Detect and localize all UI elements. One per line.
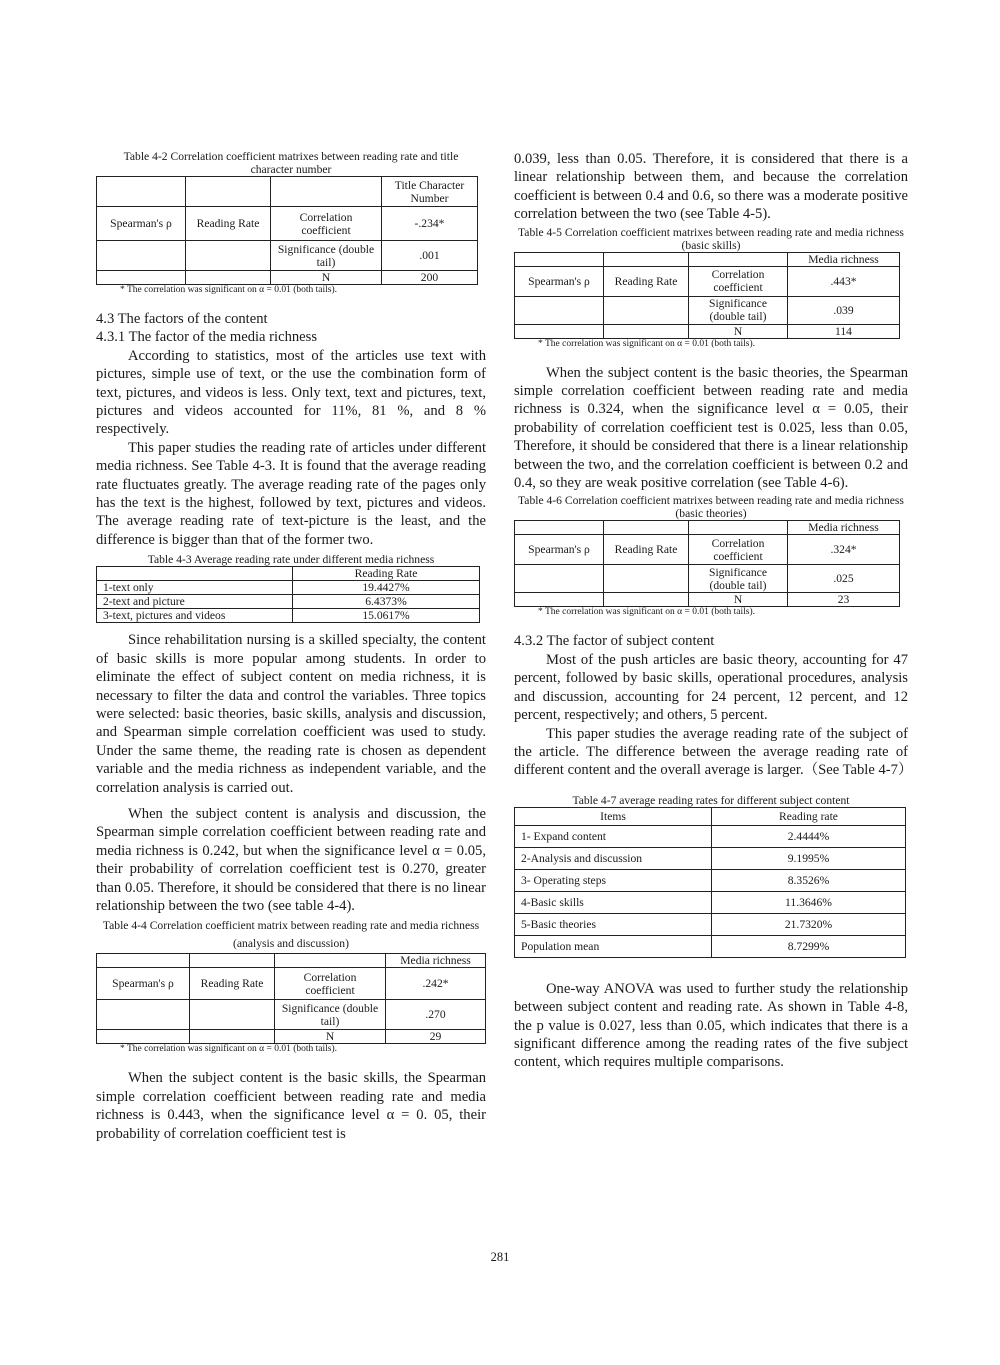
table-4-2-sig-label: Significance (double tail) — [271, 241, 382, 271]
table-4-7-row-label: Population mean — [515, 935, 712, 957]
table-4-2-spearman: Spearman's ρ — [97, 207, 186, 241]
table-4-7-caption: Table 4-7 average reading rates for different subject content — [572, 793, 850, 807]
table-4-4-coef-value: .242* — [386, 968, 486, 1000]
table-4-7 — [514, 807, 906, 958]
table-4-4-sig-label: Significance (double tail) — [275, 1000, 386, 1030]
table-4-5-col-header: Media richness — [788, 252, 900, 266]
left-column — [96, 150, 486, 1143]
table-4-7-row-label: 2-Analysis and discussion — [515, 847, 712, 869]
table-4-4-spearman: Spearman's ρ — [97, 968, 190, 1000]
table-4-6-n-label: N — [689, 593, 788, 607]
paragraph: Since rehabilitation nursing is a skilled specialty, the content of basic skills is more popular among students. In order to eliminate the effect of subject content on media richness, it is necessary to filter the data and control the variables. Three topics were selected: basic theories, basic skills, analysis and discussion, and Spearman simple correlation coefficient was used to study. Under the same theme, the reading rate is chosen as dependent variable and the media richness as independent variable, and the correlation analysis is carried out. — [96, 632, 486, 796]
table-4-3-row-value: 6.4373% — [293, 595, 480, 609]
table-4-6-col-header: Media richness — [788, 521, 900, 535]
table-4-7-header-items: Items — [515, 807, 712, 825]
table-4-6-caption: Table 4-6 Correlation coefficient matrixes between reading rate and media richness (basic theories) — [518, 494, 904, 521]
table-4-5-sig-value: .039 — [788, 296, 900, 324]
table-4-2-caption: Table 4-2 Correlation coefficient matrixes between reading rate and title character number — [123, 150, 459, 176]
section-4-3-1-heading: 4.3.1 The factor of the media richness — [96, 329, 317, 346]
paragraph: When the subject content is the basic theories, the Spearman simple correlation coefficient between reading rate and media richness is 0.324, when the significance level α = 0.05, their probability of correlation coefficient test is 0.025, less than 0.05, Therefore, it should be considered that there is a linear relationship between the two, and the correlation coefficient is between 0.2 and 0.4, so they are weak positive correlation (see Table 4-6). — [514, 364, 908, 492]
paragraph: According to statistics, most of the articles use text with pictures, simple use of text, or the use the combination form of text, pictures, and videos is less. Only text, text and pictures, text, pictures and videos accounted for 11%, 81 %, and 8 % respectively. — [96, 347, 486, 438]
table-4-5-n-value: 114 — [788, 324, 900, 338]
right-column — [514, 150, 913, 1072]
table-4-7-row-label: 5-Basic theories — [515, 913, 712, 935]
table-4-2-note: * The correlation was significant on α = 0.01 (both tails). — [120, 285, 338, 295]
table-4-3-header-empty — [97, 567, 293, 581]
table-4-3-row-label: 2-text and picture — [97, 595, 293, 609]
paragraph: When the subject content is the basic skills, the Spearman simple correlation coefficient between reading rate and media richness is 0.443, when the significance level α = 0. 05, their probability of correlation coefficient test is — [96, 1070, 486, 1142]
table-4-6-coef-value: .324* — [788, 535, 900, 565]
table-4-2-coef-label: Correlation coefficient — [271, 207, 382, 241]
paragraph: 0.039, less than 0.05. Therefore, it is considered that there is a linear relationship between them, and because the correlation coefficient is between 0.4 and 0.6, so there was a moderate positive correlation between the two (see Table 4-5). — [514, 151, 908, 223]
table-4-5-caption: Table 4-5 Correlation coefficient matrixes between reading rate and media richness (basic skills) — [518, 225, 904, 252]
table-4-5-reading-rate: Reading Rate — [604, 266, 689, 296]
table-4-5 — [514, 252, 900, 339]
table-4-3-row-value: 15.0617% — [293, 609, 480, 623]
table-4-2-reading-rate: Reading Rate — [186, 207, 271, 241]
table-4-6 — [514, 520, 900, 607]
table-4-4-n-label: N — [275, 1030, 386, 1044]
table-4-6-reading-rate: Reading Rate — [604, 535, 689, 565]
table-4-3-row-value: 19.4427% — [293, 581, 480, 595]
table-4-5-sig-label: Significance (double tail) — [689, 296, 788, 324]
table-4-3-row-label: 1-text only — [97, 581, 293, 595]
table-4-5-coef-label: Correlation coefficient — [689, 266, 788, 296]
table-4-2-n-value: 200 — [382, 271, 478, 285]
table-4-7-header-rate: Reading rate — [712, 807, 906, 825]
table-4-3 — [96, 566, 480, 623]
table-4-4-n-value: 29 — [386, 1030, 486, 1044]
table-4-2-col-header: Title Character Number — [382, 177, 478, 207]
table-4-7-row-value: 2.4444% — [712, 825, 906, 847]
table-4-2 — [96, 176, 478, 285]
table-4-2-n-label: N — [271, 271, 382, 285]
table-4-6-sig-label: Significance (double tail) — [689, 565, 788, 593]
table-4-4-coef-label: Correlation coefficient — [275, 968, 386, 1000]
table-4-4-caption: Table 4-4 Correlation coefficient matrix between reading rate and media richness (analysis and discussion) — [102, 919, 480, 951]
table-4-6-sig-value: .025 — [788, 565, 900, 593]
paragraph: When the subject content is analysis and discussion, the Spearman simple correlation coefficient between reading rate and media richness is 0.242, but when the significance level α = 0.05, their probability of correlation coefficient test is 0.270, greater than 0.05. Therefore, it should be considered that there is no linear relationship between the two (see table 4-4). — [96, 805, 486, 914]
table-4-5-n-label: N — [689, 324, 788, 338]
table-4-7-row-value: 11.3646% — [712, 891, 906, 913]
section-4-3-heading: 4.3 The factors of the content — [96, 311, 268, 327]
table-4-6-spearman: Spearman's ρ — [515, 535, 604, 565]
table-4-3-header: Reading Rate — [293, 567, 480, 581]
table-4-4-sig-value: .270 — [386, 1000, 486, 1030]
table-4-4-note: * The correlation was significant on α = 0.01 (both tails). — [120, 1044, 338, 1055]
table-4-3-caption: Table 4-3 Average reading rate under different media richness — [147, 553, 435, 567]
paragraph: Most of the push articles are basic theory, accounting for 47 percent, followed by basic skills, operational procedures, analysis and discussion, accounting for 24 percent, 12 percent, and 12 percent, respectively; and others, 5 percent. — [514, 651, 908, 724]
table-4-7-row-label: 1- Expand content — [515, 825, 712, 847]
page-number: 281 — [490, 1250, 510, 1264]
table-4-6-coef-label: Correlation coefficient — [689, 535, 788, 565]
table-4-5-note: * The correlation was significant on α = 0.01 (both tails). — [538, 338, 756, 349]
table-4-2-coef-value: -.234* — [382, 207, 478, 241]
section-4-3-2-heading: 4.3.2 The factor of subject content — [514, 633, 715, 650]
table-4-7-row-value: 21.7320% — [712, 913, 906, 935]
table-4-3-row-label: 3-text, pictures and videos — [97, 609, 293, 623]
paragraph: One-way ANOVA was used to further study the relationship between subject content and reading rate. As shown in Table 4-8, the p value is 0.027, less than 0.05, which indicates that there is a significant difference among the reading rates of the five subject content, which requires multiple comparisons. — [514, 980, 908, 1071]
table-4-7-row-value: 8.7299% — [712, 935, 906, 957]
paragraph: This paper studies the reading rate of articles under different media richness. See Table 4-3. It is found that the average reading rate fluctuates greatly. The average reading rate of the pages only has the text is the highest, followed by text, pictures and videos. The average reading rate of text-picture is the least, and the difference is bigger than that of the former two. — [96, 439, 486, 548]
table-4-7-row-value: 9.1995% — [712, 847, 906, 869]
table-4-7-row-label: 3- Operating steps — [515, 869, 712, 891]
table-4-5-coef-value: .443* — [788, 266, 900, 296]
table-4-4 — [96, 953, 486, 1044]
table-4-7-row-label: 4-Basic skills — [515, 891, 712, 913]
table-4-2-sig-value: .001 — [382, 241, 478, 271]
table-4-7-row-value: 8.3526% — [712, 869, 906, 891]
table-4-4-col-header: Media richness — [386, 954, 486, 968]
table-4-6-n-value: 23 — [788, 593, 900, 607]
paragraph: This paper studies the average reading rate of the subject of the article. The difference between the average reading rate of different content and the overall average is larger.（See Table 4-7） — [514, 725, 913, 779]
table-4-4-reading-rate: Reading Rate — [190, 968, 275, 1000]
table-4-5-spearman: Spearman's ρ — [515, 266, 604, 296]
table-4-6-note: * The correlation was significant on α = 0.01 (both tails). — [538, 607, 756, 618]
